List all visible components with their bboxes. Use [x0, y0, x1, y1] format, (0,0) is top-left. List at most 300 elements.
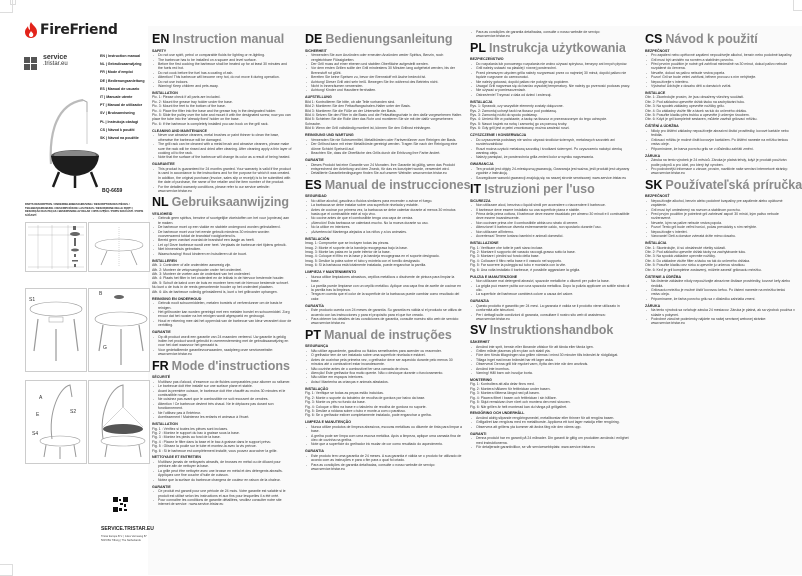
- instruction-step: Fig. 4: Collocare il filtro nella base e il vassoio nel supporto.: [470, 258, 563, 263]
- bullet-item: - Pour connaître les conditions de garantie détaillées, veuillez consulter notre site internet de service : www.service.tristar.eu: [152, 498, 292, 507]
- service-label: service: [43, 54, 68, 61]
- instruction-step: Fig. 2 : Montez le support du bac à graisse sous la base.: [152, 430, 240, 435]
- section-name: Návod k použití: [665, 32, 758, 46]
- svg-text:B: B: [99, 291, 103, 297]
- instruction-step: Pic. 3: Mount the feet to the bottom of the base.: [152, 104, 226, 109]
- bullet-item: - No utilice alcohol, gasolina o fluidos similares para encender o avivar el fuego.: [305, 199, 463, 203]
- language-code: PL: [470, 40, 486, 55]
- section-name: Instruktionshandbok: [489, 323, 614, 338]
- instruction-step: Bild 1: Kontrollieren Sie bitte, ob alle Teile vorhanden sind.: [305, 99, 396, 104]
- bullet-item: - Para as condições de garantia detalhadas, consulte o nosso website de serviço: www.service.tristar.eu: [305, 463, 463, 472]
- section-name: Bedienungsanleitung: [325, 32, 453, 46]
- bullet-item: - Nie używać w pomieszczeniach.: [470, 88, 632, 92]
- instruction-step: Afb. 2: Monteer de vetopvanghouder onder het onderdeel.: [152, 267, 243, 272]
- instruction-step: Fig. 1: Kontrollera att alla delar finns med.: [470, 382, 535, 387]
- crop-mark: [793, 0, 802, 11]
- bullet-item: - Ce produit est garanti pour une période de 24 mois. Votre garantie est valable si le produit est utilisé selon les instructions et aux fins pour lesquelles il a été créé.: [152, 489, 292, 498]
- instruction-step: Bild 6: Wenn der Grill vollständig montiert ist, können Sie den Grillrost einhängen.: [305, 126, 432, 131]
- instruction-step: Fig. 2: Monte o suporte do tabuleiro de recolha de gordura por baixo da base.: [305, 395, 426, 400]
- instruction-step: Pic. 5: Slide the pulley over the tube and mount it with the designated screw, now you can place the tube into the 'already fixed' holder on the base.: [152, 113, 291, 122]
- bullet-item: - Voor gedetailleerde garantievoorwaarden, raadpleeg onze servicewebsite: www.service.tristar.eu: [152, 348, 292, 357]
- instruction-step: Rys. 1: Sprawdź, czy wszystkie elementy zostały dołączone.: [470, 104, 564, 109]
- bullet-item: - Never use abrasive cleaners, metal brushes or paint thinner to clean the base, otherwise the barbecue will be damaged.: [152, 133, 292, 142]
- bullet-item: - Non utilizzare alcol, benzina o liquidi simili per accendere o riaccendere il barbecue.: [470, 203, 632, 207]
- instruction-step: Pic. 2: Mount the grease tray holder under the base.: [152, 99, 233, 104]
- instruction-step: Obr. 5: Posuňte kladku přes trubku a upevněte ji určeným šroubem.: [645, 113, 750, 118]
- instruction-step: Afb. 5: Schuif de katrol over de buis en monteer hem met de hiervoor bestemde schroef. Nu kunt u de buis in de reeds gemonteerde houder op het onderdeel plaatsen.: [152, 280, 289, 290]
- language-code: PT: [305, 327, 321, 342]
- parts-description-heading: PARTS DESCRIPTION / ONDERDELENBESCHRIJVING / DESCRIPTION DES PIÈCES / TEILEBESCHREIBUNG / DESCRIPCIÓN DE LAS PIEZAS / DESCRIZIONE DELLE PARTI / DESCRIÇÃO DAS PEÇAS / BESKRIVNING AV DELAR / OPIS CZĘŚCI / POPIS SOUČÁSTÍ / POPIS SÚČASTÍ: [25, 203, 144, 217]
- bullet-item: - Tenga en cuenta que el color de la superficie de la barbacoa puede cambiar como resultado del calor.: [305, 292, 463, 301]
- language-code: ES: [305, 177, 322, 192]
- instruction-step: Fig. 6 : Si le barbecue est complètement installé, vous pouvez accrocher la grille.: [152, 448, 278, 453]
- brand-name: FireFriend: [40, 22, 118, 38]
- bullet-item: - ¡Advertencia! Mantenga alejados a los niños y a los animales.: [305, 230, 463, 234]
- subsection-heading: SEGURIDAD: [305, 194, 327, 199]
- bullet-item: - Der Grill muss auf einer ebenen und stabilen Oberfläche aufgestellt werden.: [305, 62, 463, 66]
- bullet-item: - No la utilice en interiores.: [305, 225, 463, 229]
- section-name: Manual de instrucciones: [324, 177, 471, 192]
- bullet-item: - Pred prvým použitím je potrebné gril zahrievať aspoň 30 minút, kým palivo nebude rozžeravené.: [645, 212, 795, 221]
- bullet-item: - Op dit product wordt een garantie van 24 maanden verleend. Uw garantie is geldig indien het product wordt gebruikt in overeenstemming met de gebruiksaanwijzing en voor het doel waarvoor het gemaakt is.: [152, 335, 292, 348]
- bullet-item: - Este produto tem uma garantia de 24 meses. A sua garantia é válida se o produto for utilizado de acordo com as instruções e para o fim para o qual foi criado.: [305, 454, 463, 463]
- fire-bowl-product-image: [35, 92, 105, 190]
- manual-section-pl: [470, 41, 632, 180]
- bullet-item: - Achtung! Dieser Grill wird sehr heiß. Bewegen Sie ihn während des Betriebs nicht.: [305, 80, 463, 84]
- manual-column-2: [305, 30, 471, 472]
- bullet-item: - Na tento výrobok sa vzťahuje záruka 24 mesiacov. Záruka je platná, ak sa výrobok používa v súlade s pokynmi.: [645, 308, 795, 317]
- bullet-item: - Vor dem ersten Grillen sollte der Grill mindestens 30 Minuten lang aufgeheizt werden, bis der Brennstoff rot glüht.: [305, 66, 463, 75]
- bullet-item: - Varning! Håll barn och husdjur borta.: [470, 371, 632, 375]
- bullet-item: - Para as condições de garantia detalhadas, consulte o nosso website de serviço: www.service.tristar.eu: [470, 30, 632, 39]
- language-index-item: EN | Instruction manual: [100, 54, 141, 58]
- section-name: Istruzioni per l'uso: [484, 182, 595, 197]
- bullet-item: - För detaljerade garantivillkor, se vår servicewebbplats: www.service.tristar.eu: [470, 445, 632, 449]
- instruction-step: Obr. 5: Posuňte kladku cez rúrku a upevnite ju určenou skrutkou.: [645, 263, 746, 268]
- instruction-step: Imag. 1: Compruebe que se incluyen todas las piezas.: [305, 241, 390, 246]
- bullet-item: - Não utilize em espaços interiores.: [305, 375, 463, 379]
- subsection-heading: PULIZIA E MANUTENZIONE: [470, 274, 518, 279]
- instruction-step: Obr. 2: Pod základnu upevněte držák tácku na zachytávání tuku.: [645, 99, 746, 104]
- subsection-heading: SÉCURITÉ: [152, 375, 171, 380]
- section-name: Manual de instruções: [323, 327, 452, 342]
- instruction-step: Bild 5: Schieben Sie die Rolle über das Rohr und montieren Sie sie mit der dafür vorgesehenen Schraube.: [305, 117, 453, 126]
- manual-section-continued: [470, 30, 632, 39]
- subsection-heading: REINIGING EN ONDERHOUD: [152, 296, 202, 301]
- bullet-item: - Bereid geen voedsel voordat de brandstof een laagje as heeft.: [152, 238, 292, 242]
- instruction-step: Fig. 5: Deslize a roldana sobre o tubo e monte-a com o parafuso.: [305, 408, 406, 413]
- bullet-item: - Należy pamiętać, że powierzchnia grilla zmieni kolor w wyniku nagrzewania.: [470, 155, 632, 159]
- section-title: [645, 32, 795, 46]
- bullet-item: - Szczegółowe warunki gwarancji znajdują się na naszej stronie serwisowej: www.service.tristar.eu: [470, 176, 632, 180]
- language-index-item: DE | Bedienungsanleitung: [100, 78, 145, 83]
- bullet-item: - Nevarte, kým na palive nebude vrstva popola.: [645, 221, 795, 225]
- bullet-item: - No cocine antes de que el combustible tenga una capa de ceniza.: [305, 216, 463, 220]
- language-code: NL: [152, 195, 169, 210]
- subsection-heading: ČIŠTĚNÍ A ÚDRŽBA: [645, 124, 679, 129]
- bullet-item: - Przed pierwszym użyciem grilla należy rozgrzewać przez co najmniej 30 minut, dopóki paliwo nie będzie rozgrzane do czerwoności.: [470, 71, 632, 80]
- language-code: SK: [645, 177, 663, 192]
- subsection-heading: BEZPEČNOST: [645, 48, 670, 53]
- bullet-item: - Este producto cuenta con 24 meses de garantía. Su garantía es válida si el producto se utiliza de acuerdo con las instrucciones y para el propósito para el que fue creado.: [305, 308, 463, 317]
- bullet-item: - Antes de cocinar por primera vez, la barbacoa se debe calentar durante al menos 30 minutos hasta que el combustible esté al rojo vivo.: [305, 208, 463, 217]
- service-logo: [43, 55, 68, 67]
- instruction-step: Obr. 6: Keď je gril kompletne zostavený, môžete zavesiť grilovaciu mriežku.: [645, 267, 762, 272]
- bullet-item: - Não cozinhe antes de o combustível ter uma camada de cinza.: [305, 367, 463, 371]
- bullet-item: - For the detailed warranty conditions, please refer to our service website: www.service.tristar.eu: [152, 185, 292, 194]
- bullet-item: - Aviso! Mantenha as crianças e animais afastados.: [305, 380, 463, 384]
- instruction-step: Rys. 6: Gdy grill jest w pełni zmontowany, można zawiesić ruszt.: [470, 126, 570, 131]
- diagram-step-4: [88, 288, 150, 372]
- subsection-heading: GARANTIE: [305, 157, 324, 162]
- bullet-item: - Do not use spirit, petrol or comparable fluids for lighting or re-lighting.: [152, 53, 292, 57]
- bullet-item: - Grillgallret kan rengöras med en metallborste. Applicera ett tunt lager matolja efter rengöring.: [470, 420, 632, 424]
- bullet-item: - Verwenden Sie zum Anzünden oder erneuten Anzünden weder Spiritus, Benzin, noch vergleichbare Flüssigkeiten.: [305, 53, 463, 62]
- subsection-heading: INSTALACE: [645, 90, 666, 95]
- bullet-item: - Pro podrobnější informace o záruce, prosím, navštivte naše servisní internetové stránky: www.service.tristar.eu: [645, 167, 795, 176]
- svg-text:A: A: [39, 395, 43, 401]
- instruction-step: Rys. 4: Umieść filtr w podstawie, a tackę na tłuszcz w przeznaczonym do tego uchwycie.: [470, 117, 608, 122]
- manual-section-cs: [645, 32, 795, 176]
- bullet-item: - Non utilizzare all'interno.: [470, 230, 632, 234]
- instruction-step: Imag. 2: Monte el soporte de la bandeja recogegrasa bajo la base.: [305, 245, 408, 250]
- instruction-step: Fig. 1 : Vérifiez si toutes les pièces sont incluses.: [152, 426, 229, 431]
- bullet-item: - Výstraha! Udržujte z dosahu dětí a domácích zvířat.: [645, 84, 795, 88]
- bullet-item: - Nunca utilice limpiadores abrasivos, cepillos metálicos o disolvente de pintura para limpiar la base.: [305, 275, 463, 284]
- bullet-item: - Avertissement ! Maintenez les enfants et animaux à l'écart.: [152, 415, 292, 419]
- address-line: Tristar Europe B.V. | Jules Verneweg 87: [101, 535, 147, 538]
- bullet-item: - N'utilisez pas d'alcool, d'essence ou de fluides comparables pour allumer ou rallumer.: [152, 380, 292, 384]
- subsection-heading: ZÁRUKA: [645, 303, 661, 308]
- bullet-item: - Pro zapálení nebo opětovné zapálení nepoužívejte alkohol, benzín nebo podobné kapaliny.: [645, 53, 795, 57]
- instruction-step: Fig. 3: Montare i piedini sul fondo della base.: [470, 254, 540, 259]
- instruction-step: Imag. 4: Coloque el filtro en la base y la bandeja recogegrasa en el soporte designado.: [305, 254, 440, 259]
- bullet-item: - Avant la première cuisson, le barbecue doit être chauffé au moins 30 minutes et le combustible rouge.: [152, 389, 292, 398]
- subsection-heading: REINIGUNG UND WARTUNG: [305, 133, 354, 138]
- bullet-item: - Observera! Denna grill blir mycket varm, flytta den inte när den används.: [470, 362, 632, 366]
- bullet-item: - Attenzione! Il barbecue diventa estremamente caldo, non spostarlo durante l'uso.: [470, 225, 632, 229]
- bullet-item: - Nikdy pro čištění základny nepoužívejte abrazivní čisticí prostředky, kovové kartáče nebo ředidla.: [645, 129, 795, 138]
- instruction-step: Obr. 4: Do základny vložte filtr a tácek na tuk do určeného držáku.: [645, 108, 748, 113]
- company-address: [101, 535, 147, 542]
- language-code: CS: [645, 32, 663, 46]
- subsection-heading: SEGURANÇA: [305, 344, 329, 349]
- bullet-item: - Före den första tillagningen ska grillen värmas i minst 30 minuter tills bränslet är rödglödgat.: [470, 353, 632, 357]
- section-title: [470, 41, 632, 55]
- instruction-step: Afb. 1: Controleer of alle onderdelen aanwezig zijn.: [152, 263, 232, 268]
- bullet-item: - Houd er rekening mee dat het oppervlak van de barbecue van kleur verandert door de verhitting.: [152, 319, 292, 328]
- svg-text:S4: S4: [32, 431, 39, 437]
- diagram-parts-list: [25, 222, 87, 272]
- subsection-heading: GARANTIE: [152, 484, 171, 489]
- instruction-step: Pic. 6: If the barbecue is completely installed you can hook on the grill rack.: [152, 121, 269, 126]
- subsection-heading: LIMPIEZA Y MANTENIMIENTO: [305, 270, 357, 275]
- bullet-item: - Attention ! Ce barbecue devient très chaud. Ne le déplacez pas durant son fonctionnement.: [152, 402, 292, 411]
- language-index: [100, 52, 145, 142]
- subsection-heading: VEILIGHEID: [152, 211, 173, 216]
- bullet-item: - Waarschuwing! Houd kinderen en huisdieren uit de buurt.: [152, 252, 292, 256]
- address-line: 5015 BH Tilburg | The Netherlands: [101, 538, 141, 542]
- bullet-item: - Záruka na tento výrobek je 24 měsíců. Záruka je platná tehdy, když je produkt používán podle pokynů a pro účel, pro který byl vyroben.: [645, 158, 795, 167]
- bullet-item: - Grilovací mřížku je možné čistit kovovým kartáčem. Po čištění naneste na mřížku tenkou vrstvu oleje.: [645, 138, 795, 147]
- subsection-heading: SICHERHEIT: [305, 48, 327, 53]
- language-index-item: NL | Gebruiksaanwijzing: [100, 62, 142, 67]
- subsection-heading: INSTALLATION: [152, 90, 178, 95]
- bullet-item: - Der Grillrost kann mit einer Metallbürste gereinigt werden. Tragen Sie nach der Reinigung eine dünne Schicht Speiseöl auf.: [305, 142, 463, 151]
- bullet-item: - Non utilizzare mai detergenti abrasivi, spazzole metalliche o diluenti per pulire la base.: [470, 279, 632, 283]
- bullet-item: - Gril musí byť umiestnený na rovnom a stabilnom povrchu.: [645, 208, 795, 212]
- language-code: FR: [152, 358, 169, 373]
- bullet-item: - Ne l'utilisez pas à l'intérieur.: [152, 411, 292, 415]
- instruction-step: Obr. 4: Do základne vložte filter a tácku na tuk do určeného držiaka.: [645, 258, 751, 263]
- section-name: Mode d'instructions: [171, 358, 290, 373]
- bullet-item: - Do not cook before the fuel has a coating of ash.: [152, 71, 292, 75]
- bullet-item: - Använd inte sprit, bensin eller liknande vätskor för att tända eller tända igen.: [470, 345, 632, 349]
- bullet-item: - Ruszt można czyścić metalową szczotką i środkami ściernymi. Po czyszczeniu nałożyć cienką warstwę oleju.: [470, 147, 632, 156]
- section-title: [152, 32, 292, 46]
- bullet-item: - La barbacoa se debe instalar sobre una superficie nivelada y estable.: [305, 203, 463, 207]
- instruction-step: Pic. 1: Please check if all parts are included.: [152, 95, 221, 100]
- section-title: [305, 32, 463, 46]
- bullet-item: - Questo prodotto è garantito per 24 mesi. La garanzia è valida se il prodotto viene utilizzato in conformità alle istruzioni.: [470, 304, 632, 313]
- section-title: [645, 177, 802, 192]
- bullet-item: - Le barbecue doit être installé sur une surface plane et stable.: [152, 384, 292, 388]
- service-sub: .tristar.eu: [43, 61, 68, 67]
- subsection-heading: INSTALACIÓN: [305, 236, 330, 241]
- diagram-step-5: [25, 380, 87, 464]
- qr-code[interactable]: [113, 497, 128, 512]
- bullet-item: - The grill rack can be cleaned with a metal brush and abrasive cleaners, please make sure the rack will be rinsed and dried after cleaning. After cleaning apply a thin layer of cooking oil to the rack.: [152, 142, 292, 155]
- bullet-item: - Podrobné záručné podmienky nájdete na našej servisnej webovej stránke: www.service.tristar.eu: [645, 317, 795, 326]
- bullet-item: - Denna produkt har en garanti på 24 månader. Din garanti är giltig om produkten används i enlighet med instruktionerna.: [470, 436, 632, 445]
- bullet-item: - La parrilla puede limpiarse con un cepillo metálico. Aplique una capa fina de aceite de cocinar en la parrilla tras la limpieza.: [305, 284, 463, 293]
- bullet-item: - Do not use indoors.: [152, 80, 292, 84]
- bullet-item: - Before the first cooking the barbecue shall be heated up for at least 30 minutes and the fuels red hot.: [152, 62, 292, 71]
- bullet-item: - Tillaga inget mat innan bränslet har ett lager aska.: [470, 358, 632, 362]
- instruction-step: Bild 3: Montieren Sie die Füße an der Unterseite der Basis.: [305, 108, 397, 113]
- subsection-heading: GWARANCJA: [470, 162, 494, 167]
- manual-section-de: [305, 32, 463, 176]
- bullet-item: - O grelhador tem de ser instalado sobre uma superfície nivelada e estável.: [305, 353, 463, 357]
- bullet-item: - Nepoužívajte alkohol, benzín alebo podobné kvapaliny pre zapálenie alebo opätovné zapálenie.: [645, 199, 795, 208]
- instruction-step: Obr. 1: Zkontrolujte prosím, že jsou obsaženy všechny součásti.: [645, 95, 745, 100]
- instruction-step: Rys. 2: Zamontuj uchwyt tacki na tłuszcz pod podstawą.: [470, 108, 557, 113]
- language-index-item: PL | Instrukcja obsługi: [100, 119, 139, 124]
- section-title: [152, 359, 292, 373]
- language-index-item: PT | Manual de utilizador: [100, 103, 143, 108]
- bullet-item: - Ostrzeżenie! Trzymać z dala od dzieci i zwierząt.: [470, 93, 632, 97]
- bullet-item: - Ten produkt jest objęty 24-miesięczną gwarancją. Gwarancja jest ważna, jeśli produkt jest używany zgodnie z instrukcją.: [470, 167, 632, 176]
- instruction-step: Afb. 6: Als de barbecue volledig geïnstalleerd is, kunt u het grillrooster ophangen.: [152, 289, 278, 294]
- instruction-step: Fig. 4: Placera filtret i basen och fettbrickan i sin hållare.: [470, 395, 557, 400]
- diagram-exploded-view: [88, 222, 150, 272]
- section-name: Používateľská príručka: [665, 177, 802, 192]
- instruction-step: Afb. 4: Plaats het filter in het onderdeel en de lekbak in de hiervoor bestemde houder.: [152, 276, 285, 281]
- bullet-item: - Grill należy ustawić na płaskiej i równej powierzchni.: [470, 66, 632, 70]
- bullet-item: - Detaillierte Garantiebedingungen finden Sie auf unserer Website: www.service.tristar.eu: [305, 171, 463, 175]
- instruction-step: Pic. 4: Place the filter into the base and the grease tray in the designated holder.: [152, 108, 277, 113]
- bullet-item: - Před prvním použitím je nutné gril zahřívat minimálně na 30 minut, dokud palivo nebude rozpálené do červena.: [645, 62, 795, 71]
- bullet-item: - Nie należy gotować, dopóki paliwo nie pokryje się popiołem.: [470, 80, 632, 84]
- bullet-item: - Bereiten Sie keine Speisen zu, bevor der Brennstoff mit Asche bedeckt ist.: [305, 75, 463, 79]
- bullet-item: - Beachten Sie, dass die Oberfläche des Grills durch die Erhitzung ihre Farbe ändert.: [305, 151, 463, 155]
- bullet-item: - Let op! Deze barbecue wordt zeer heet. Verplaats de barbecue niet tijdens gebruik.: [152, 243, 292, 247]
- service-url[interactable]: SERVICE.TRISTAR.EU: [101, 526, 154, 532]
- instruction-step: Afb. 3: Monteer de voeten aan de onderkant van het onderdeel.: [152, 272, 251, 276]
- instruction-step: Bild 2: Montieren Sie den Fettauffangschalen-Halter unter der Basis.: [305, 104, 411, 109]
- diagram-step-3: [25, 288, 87, 372]
- instruction-step: Fig. 3: Montera fötterna längst ned på basen.: [470, 391, 540, 396]
- manual-section-es: [305, 177, 471, 326]
- svg-text:E: E: [36, 412, 40, 418]
- subsection-heading: INSTALLEREN: [152, 258, 177, 263]
- bullet-item: - Per i dettagli sulle condizioni di garanzia, consultare il nostro sito web di assistenza: www.service.tristar.eu: [470, 313, 632, 322]
- bullet-item: - Note that the surface of the barbecue will change its color as a result of being heated.: [152, 155, 292, 159]
- manual-column-4: [645, 30, 802, 326]
- bullet-item: - Gril musí být umístěn na rovném a stabilním povrchu.: [645, 58, 795, 62]
- section-title: [152, 195, 292, 209]
- bullet-item: - Atenção! Este grelhador fica muito quente. Não o desloque durante o funcionamento.: [305, 371, 463, 375]
- instruction-step: Fig. 6: Una volta installato il barbecue, è possibile agganciare la griglia.: [470, 267, 581, 272]
- manual-section-sk: [645, 177, 802, 326]
- bullet-item: - De barbecue moet op een vlakke en stabiele ondergrond worden geïnstalleerd.: [152, 225, 292, 229]
- bullet-item: - Grillen måste placeras på en plan och stabil yta.: [470, 349, 632, 353]
- manual-section-nl: [152, 195, 292, 356]
- bullet-item: - N'utilisez jamais de nettoyants abrasifs, de brosses en métal ou de diluant pour peinture afin de nettoyer la base.: [152, 460, 292, 469]
- bullet-item: - La grille peut être nettoyée avec une brosse en métal et des détergents abrasifs. Appliquez une fine couche d'huile de cuisson.: [152, 469, 292, 478]
- manual-section-en: [152, 32, 292, 193]
- bullet-item: - Observera att grillens yta kommer att ändra färg när den värms upp.: [470, 425, 632, 429]
- diagram-step-6: [88, 380, 150, 464]
- bullet-item: - Nepoužívajte v interiéri.: [645, 230, 795, 234]
- instruction-step: Rys. 3: Zamontuj nóżki do spodu podstawy.: [470, 113, 538, 118]
- instruction-step: Fig. 1: Verifique se todas as peças estão incluídas.: [305, 391, 384, 396]
- brand-logo: [24, 22, 118, 38]
- language-index-item: IT | Manuale utente: [100, 95, 133, 100]
- section-title: [305, 328, 463, 342]
- cover-sidebar: [0, 0, 154, 575]
- bullet-item: - Připomínáme, že barva povrchu grilu se v důsledku zahřátí změní.: [645, 147, 795, 151]
- language-code: IT: [470, 182, 482, 197]
- subsection-heading: INSTALAÇÃO: [305, 386, 329, 391]
- bullet-item: - Warning! Keep children and pets away.: [152, 84, 292, 88]
- bullet-item: - Använd aldrig slipande rengöringsmedel, metallborstar eller thinner för att rengöra basen.: [470, 416, 632, 420]
- instruction-step: Fig. 5: Skjut remskivan över röret och montera den med skruven.: [470, 400, 571, 405]
- bullet-item: - Avvertenza! Tenere lontano bambini e animali domestici.: [470, 234, 632, 238]
- subsection-heading: GARANTIA: [305, 449, 324, 454]
- subsection-heading: GARANTIE: [152, 330, 171, 335]
- instruction-step: Obr. 2: Pod základňu upevnite držiak tácky na zachytávanie tuku.: [645, 249, 747, 254]
- instruction-step: Obr. 3: Na spodok základne upevnite nožičky.: [645, 254, 716, 259]
- instruction-step: Fig. 5 : Glissez la poulie sur le tube et montez-la avec la vis prévue.: [152, 444, 257, 449]
- subsection-heading: SICUREZZA: [470, 198, 491, 203]
- bullet-item: - Nicht in Innenräumen verwenden.: [305, 84, 463, 88]
- language-code: SV: [470, 323, 487, 338]
- subsection-heading: ZÁRUKA: [645, 153, 661, 158]
- bullet-item: - Gebruik geen spiritus, benzine of soortgelijke vloeistoffen om het vuur (opnieuw) aan te maken.: [152, 216, 292, 225]
- bullet-item: - Do rozpalania lub ponownego rozpalania nie wolno używać spirytusu, benzyny ani innych płynów.: [470, 62, 632, 66]
- bullet-item: - This product is guaranteed for 24 months granted. Your warranty is valid if the product is used in accordance to the instructions and for the purpose for which it was created. In addition, the original purchase (invoice, sales slip or receipt) is to be submitted with the date of purchase, the name of the retailer and the item number of the product.: [152, 167, 292, 185]
- subsection-heading: INSTALLATION: [152, 421, 178, 426]
- bullet-item: - Notez que la surface du barbecue changera de couleur en raison de la chaleur.: [152, 478, 292, 482]
- bullet-item: - Non cucinare prima che il combustibile abbia uno strato di cenere.: [470, 221, 632, 225]
- instruction-step: Obr. 3: Na spodek základny upevněte nožičky grilu.: [645, 104, 725, 109]
- bullet-item: - Il barbecue deve essere installato su una superficie piana e stabile.: [470, 208, 632, 212]
- subsection-heading: INSTALLAZIONE: [470, 240, 499, 245]
- subsection-heading: INŠTALÁCIA: [645, 240, 667, 245]
- instruction-step: Fig. 3: Monte os pés no fundo da base.: [305, 400, 366, 405]
- subsection-heading: GARANTI: [470, 431, 487, 436]
- bullet-item: - Niet binnenshuis gebruiken.: [152, 247, 292, 251]
- bullet-item: - Het grillrooster kan worden gereinigd met een metalen borstel en schuurmiddel. Zorg ervoor dat het rooster na het reinigen wordt afgespoeld en gedroogd.: [152, 310, 292, 319]
- section-name: Instrukcja użytkowania: [488, 40, 626, 55]
- bullet-item: - Pozor! Gril se bude velmi zahřívat, během provozu s ním nehýbejte.: [645, 75, 795, 79]
- instruction-step: Fig. 4: Coloque o filtro na base e o tabuleiro de recolha de gordura no suporte.: [305, 404, 427, 409]
- instruction-step: Fig. 1: Verificare che tutte le parti siano incluse.: [470, 245, 544, 250]
- manual-section-it: [470, 182, 632, 321]
- subsection-heading: AUFSTELLUNG: [305, 95, 332, 100]
- language-index-item: ES | Manual de usuario: [100, 86, 140, 91]
- manual-section-pt: [305, 328, 463, 472]
- svg-text:S1: S1: [29, 297, 36, 303]
- subsection-heading: CLEANING AND MAINTENANCE: [152, 128, 207, 133]
- bullet-item: - Do czyszczenia podstawy nie wolno używać środków ściernych, metalowych szczotek ani rozcieńczalników.: [470, 138, 632, 147]
- manual-column-3: [470, 30, 632, 450]
- instruction-step: Fig. 4 : Placez le filtre dans la base et le bac à graisse dans le support prévu.: [152, 439, 272, 444]
- language-index-item: SV | Bruksanvisning: [100, 111, 135, 116]
- instruction-step: Imag. 5: Deslice la polea sobre el tubo y móntela con el tornillo designado.: [305, 258, 421, 263]
- section-title: [470, 323, 632, 337]
- instruction-step: Imag. 3: Monte las patas en la parte inferior de la base.: [305, 249, 391, 254]
- instruction-step: Fig. 6: Se o grelhador estiver completamente instalado, pode enganchar a grelha.: [305, 413, 432, 418]
- bullet-item: - Na čistenie základne nikdy nepoužívajte abrazívne čistiace prostriedky, kovové kefy alebo riedidlá.: [645, 279, 795, 288]
- flame-icon: [24, 22, 38, 38]
- bullet-item: - Pozor! Tento gril bude veľmi horúci, počas prevádzky s ním nehýbte.: [645, 225, 795, 229]
- bullet-item: - Grilovaciu mriežku je možné čistiť kovovou kefou. Po čistení naneste na mriežku tenkú vrstvu oleja.: [645, 288, 795, 297]
- bullet-item: - Para obtener los detalles de las condiciones de garantía, consulte nuestro sitio web de servicio: www.service.tristar.eu: [305, 317, 463, 326]
- subsection-heading: RENGÖRING OCH UNDERHÅLL: [470, 411, 525, 416]
- manual-section-sv: [470, 323, 632, 449]
- instruction-step: Rys. 5: Nasuń krążek na rurkę i zamontuj go za pomocą śruby.: [470, 121, 568, 126]
- bullet-item: - Nepoužívejte v interiéru.: [645, 80, 795, 84]
- subsection-heading: INSTALACJA: [470, 99, 493, 104]
- bullet-item: - Ne cuisinez pas avant que le combustible ne soit recouvert de cendres.: [152, 397, 292, 401]
- subsection-heading: BEZPEČNOSŤ: [645, 194, 670, 199]
- subsection-heading: SÄKERHET: [470, 339, 490, 344]
- subsection-heading: GUARANTEE: [152, 162, 175, 167]
- language-index-item: FR | Mode d'emploi: [100, 70, 133, 75]
- language-flags-icon: [24, 57, 37, 70]
- bullet-item: - A grelha pode ser limpa com uma escova metálica. Após a limpeza, aplique uma camada fina de óleo de cozinha na grelha.: [305, 434, 463, 443]
- section-name: Gebruiksaanwijzing: [171, 195, 290, 210]
- bullet-item: - Não utilize aguardente, gasolina ou fluidos semelhantes para acender ou reacender.: [305, 349, 463, 353]
- bullet-item: - Pripomíname, že farba povrchu grilu sa v dôsledku zahriatia zmení.: [645, 297, 795, 301]
- bullet-item: - La griglia può essere pulita con una spazzola metallica. Dopo la pulizia applicare un sottile strato di olio.: [470, 284, 632, 293]
- subsection-heading: BEZPIECZEŃSTWO: [470, 57, 504, 62]
- subsection-heading: GARANTÍA: [305, 303, 324, 308]
- instruction-step: Fig. 3 : Montez les pieds au fond de la base.: [152, 435, 221, 440]
- instruction-step: Obr. 6: Když je gril kompletně sestaven, můžete zavěsit grilovací mřížku.: [645, 117, 758, 122]
- subsection-heading: ČISTENIE A ÚDRŽBA: [645, 274, 682, 279]
- subsection-heading: LIMPEZA E MANUTENÇÃO: [305, 420, 351, 425]
- language-code: DE: [305, 32, 323, 46]
- model-number: BQ-6659: [102, 188, 123, 194]
- language-index-item: SK | Návod na použitie: [100, 136, 139, 141]
- instruction-step: Bild 4: Setzen Sie den Filter in die Basis und die Fettauffangschale in den dafür vorgesehenen Halter.: [305, 113, 462, 118]
- bullet-item: - Achtung! Kinder und Haustiere fernhalten.: [305, 88, 463, 92]
- bullet-item: - Note que a superfície do grelhador irá mudar de cor como resultado do aquecimento.: [305, 442, 463, 446]
- subsection-heading: SAFETY: [152, 48, 167, 53]
